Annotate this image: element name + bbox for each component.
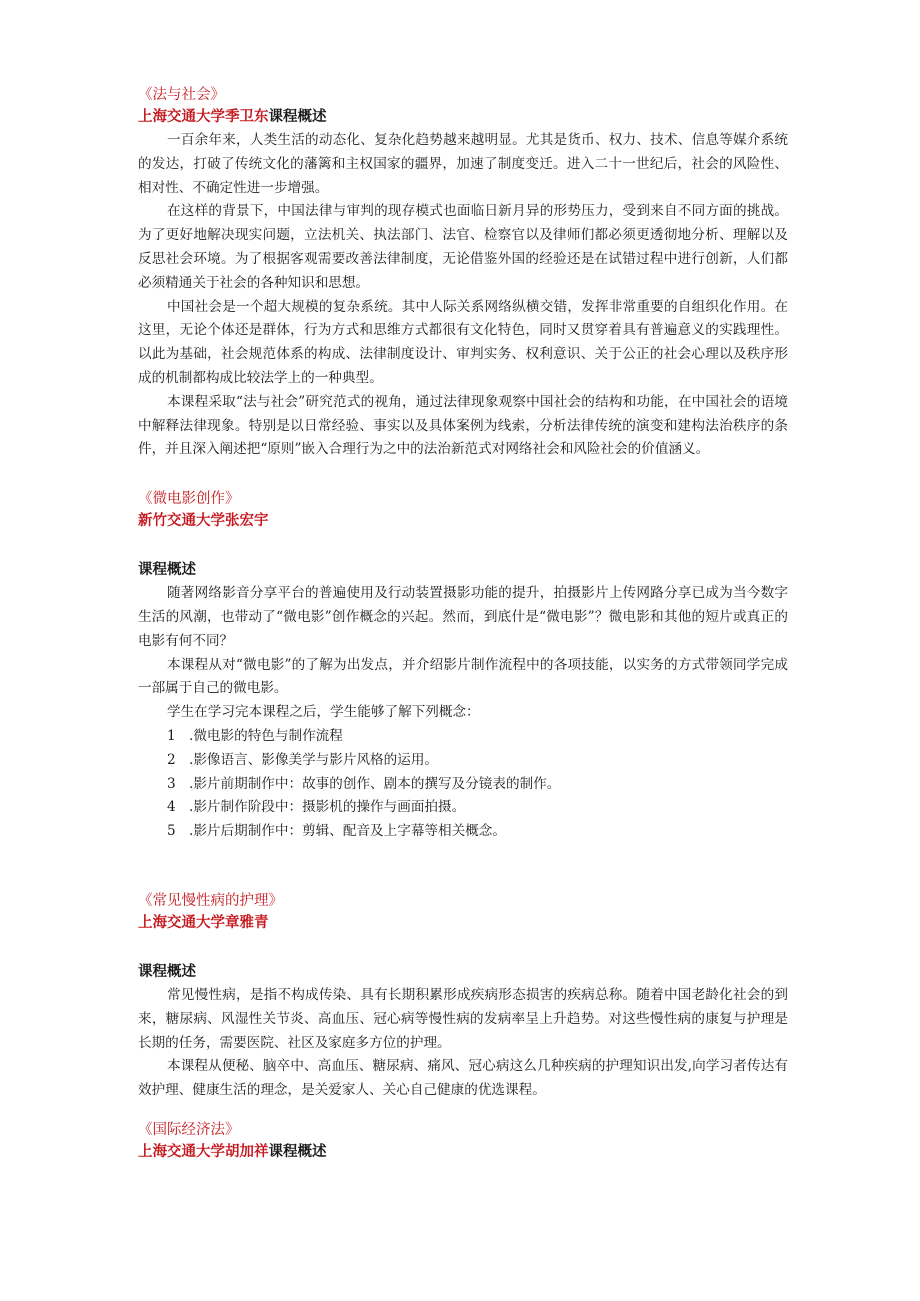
course-title: 《法与社会》: [138, 87, 225, 103]
course-title: 《常见慢性病的护理》: [138, 892, 283, 909]
paragraph: 本课程从对“微电影”的了解为出发点，并介绍影片制作流程中的各项技能，以实务的方式带领同学完成一部属于自己的微电影。: [138, 656, 788, 697]
course-title: 《国际经济法》: [138, 1121, 240, 1138]
course-section-chronic-disease-care: [138, 890, 788, 1103]
course-author: 新竹交通大学张宏宇: [138, 513, 269, 530]
paragraph: 本课程从便秘、脑卒中、高血压、糖尿病、痛风、冠心病这么几种疾病的护理知识出发,向学习者传达有效护理、健康生活的理念，是关爱家人、关心自己健康的优选课程。: [138, 1058, 788, 1099]
list-item: 4 .影片制作阶段中：摄影机的操作与画面拍摄。: [167, 799, 466, 816]
course-title: 《微电影创作》: [138, 491, 240, 508]
document-page: [138, 84, 788, 1164]
paragraph: 一百余年来，人类生活的动态化、复杂化趋势越来越明显。尤其是货币、权力、技术、信息等媒介系统的发达，打破了传统文化的藩篱和主权国家的疆界，加速了制度变迁。进入二十一世纪后，社会的风险性、相对性、不确定性进一步增强。: [138, 132, 788, 196]
paragraph: 随著网络影音分享平台的普遍使用及行动装置摄影功能的提升，拍摄影片上传网路分享已成为当今数字生活的风潮，也带动了“微电影”创作概念的兴起。然而，到底什是“微电影”？微电影和其他的短片或真正的电影有何不同？: [138, 585, 788, 649]
paragraph: 学生在学习完本课程之后，学生能够了解下列概念：: [167, 704, 480, 721]
list-item: 1 .微电影的特色与制作流程: [167, 727, 343, 744]
course-author: 上海交通大学章雅青: [138, 914, 269, 931]
list-item: 3 .影片前期制作中：故事的创作、剧本的撰写及分镜表的制作。: [167, 775, 561, 792]
author-name: 上海交通大学胡加祥: [138, 1143, 269, 1160]
list-item: 5 .影片后期制作中：剪辑、配音及上字幕等相关概念。: [167, 823, 506, 840]
spacer: [138, 844, 788, 890]
course-author: [138, 1141, 788, 1164]
spacer: [138, 462, 788, 488]
overview-heading: 课程概述: [138, 963, 196, 980]
overview-label: 课程概述: [268, 109, 327, 125]
course-section-micro-film: [138, 488, 788, 844]
overview-heading: 课程概述: [138, 562, 196, 579]
overview-label: 课程概述: [268, 1143, 327, 1160]
author-name: 上海交通大学季卫东: [138, 109, 269, 125]
spacer: [138, 935, 788, 961]
course-author: [138, 106, 788, 129]
course-section-international-economic-law: [138, 1119, 788, 1164]
paragraph: 本课程采取“法与社会”研究范式的视角，通过法律现象观察中国社会的结构和功能，在中国社会的语境中解释法律现象。特别是以日常经验、事实以及具体案例为线索，分析法律传统的演变和建构法治秩序的条件，并且深入阐述把“原则”嵌入合理行为之中的法治新范式对网络社会和风险社会的价值涵义。: [138, 393, 788, 458]
list-item: 2 .影像语言、影像美学与影片风格的运用。: [167, 751, 439, 768]
paragraph: 常见慢性病，是指不构成传染、具有长期积累形成疾病形态损害的疾病总称。随着中国老龄化社会的到来，糖尿病、风湿性关节炎、高血压、冠心病等慢性病的发病率呈上升趋势。对这些慢性病的康复与护理是长期的任务，需要医院、社区及家庭多方位的护理。: [138, 986, 788, 1051]
paragraph: 中国社会是一个超大规模的复杂系统。其中人际关系网络纵横交错，发挥非常重要的自组织化作用。在这里，无论个体还是群体，行为方式和思维方式都很有文化特色，同时又贯穿着具有普遍意义的实践理性。以此为基础，社会规范体系的构成、法律制度设计、审判实务、权利意识、关于公正的社会心理以及秩序形成的机制都构成比较法学上的一种典型。: [138, 298, 788, 386]
course-section-law-and-society: [138, 84, 788, 462]
paragraph: 在这样的背景下，中国法律与审判的现存模式也面临日新月异的形势压力，受到来自不同方面的挑战。为了更好地解决现实问题，立法机关、执法部门、法官、检察官以及律师们都必须更透彻地分析、理解以及反思社会环境。为了根据客观需要改善法律制度，无论借鉴外国的经验还是在试错过程中进行创新，人们都必须精通关于社会的各种知识和思想。: [138, 203, 788, 291]
spacer: [138, 533, 788, 559]
spacer: [138, 1103, 788, 1119]
